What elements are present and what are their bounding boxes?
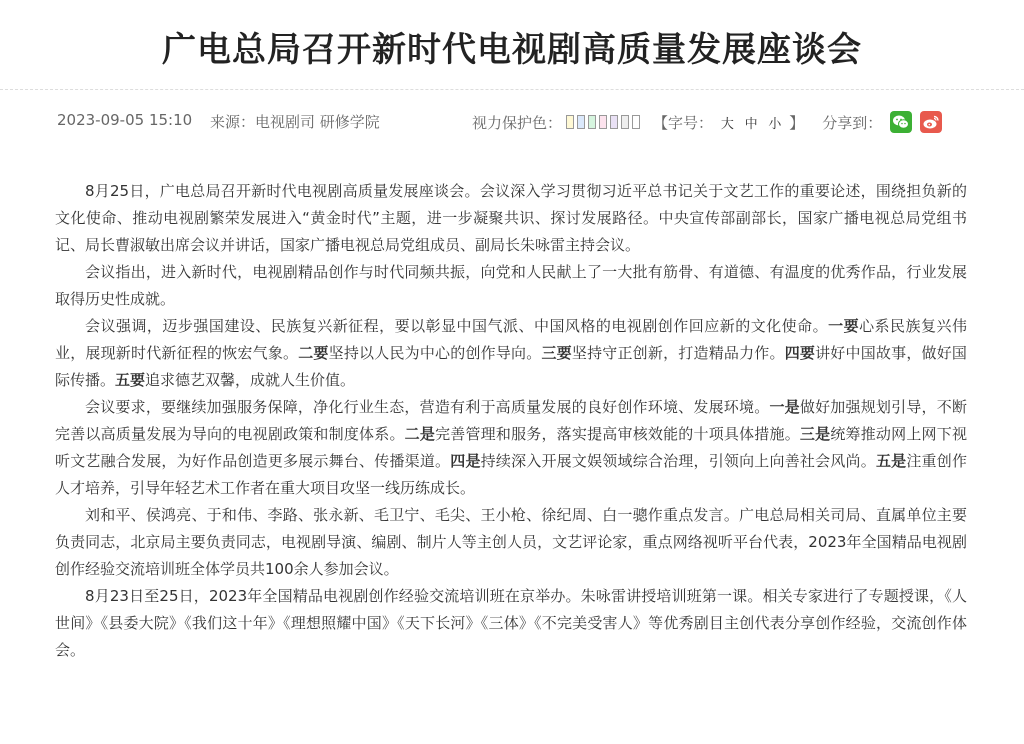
paragraph-text: 会议强调，迈步强国建设、民族复兴新征程，要以彰显中国气派、中国风格的电视剧创作回应新的文化使命。: [85, 317, 829, 335]
paragraph-text: 心系民族复兴伟业，展现新时代新征程的恢宏气象。: [55, 317, 967, 362]
weibo-icon: [922, 114, 940, 130]
paragraph-text: 统筹推动网上网下视听文艺融合发展，为好作品创造更多展示舞台、传播渠道。: [55, 425, 967, 470]
publish-date: 2023-09-05 15:10: [57, 111, 193, 129]
paragraph-text: 持续深入开展文娱领域综合治理，引领向上向善社会风尚。: [480, 452, 876, 470]
paragraph-text: 注重创作人才培养，引导年轻艺术工作者在重大项目攻坚一线历练成长。: [55, 452, 967, 497]
eye-color-swatch[interactable]: [610, 115, 618, 129]
paragraph-text: 完善管理和服务，落实提高审核效能的十项具体措施。: [435, 425, 800, 443]
eye-color-swatch[interactable]: [621, 115, 629, 129]
article-body: [55, 178, 967, 664]
paragraph: [55, 394, 967, 502]
article-source: 来源：电视剧司 研修学院: [210, 113, 380, 131]
font-size-label: 【字号：: [653, 113, 714, 132]
paragraph-text: 讲好中国故事，做好国际传播。: [55, 344, 967, 389]
share-label: 分享到：: [822, 113, 883, 132]
paragraph: 会议指出，进入新时代，电视剧精品创作与时代同频共振，向党和人民献上了一大批有筋骨、有道德、有温度的优秀作品，行业发展取得历史性成就。: [55, 263, 967, 308]
eye-color-swatch[interactable]: [599, 115, 607, 129]
reading-tools: [472, 111, 942, 133]
emphasis-keyword: 三要: [541, 344, 572, 362]
font-size-large-button[interactable]: 大: [720, 116, 734, 132]
article-meta-bar: [0, 104, 1024, 138]
font-size-medium-button[interactable]: 中: [744, 116, 758, 132]
eye-color-swatch[interactable]: [632, 115, 640, 129]
paragraph: 8月23日至25日，2023年全国精品电视剧创作经验交流培训班在京举办。朱咏雷讲授培训班第一课。相关专家进行了专题授课，《人世间》《县委大院》《我们这十年》《理想照耀中国》《天下长河》《三体》《不完美受害人》等优秀剧目主创代表分享创作经验，交流创作体会。: [55, 587, 967, 659]
paragraph-text: 坚持以人民为中心的创作导向。: [328, 344, 542, 362]
share-wechat-button[interactable]: [890, 111, 912, 133]
emphasis-keyword: 二是: [404, 425, 436, 443]
emphasis-keyword: 三是: [799, 425, 831, 443]
paragraph-text: 坚持守正创新，打造精品力作。: [571, 344, 785, 362]
emphasis-keyword: 四要: [784, 344, 816, 362]
emphasis-keyword: 二要: [298, 344, 329, 362]
emphasis-keyword: 一是: [769, 398, 800, 416]
article-title: 广电总局召开新时代电视剧高质量发展座谈会: [162, 30, 862, 70]
font-size-close-bracket: 】: [789, 113, 805, 132]
paragraph-text: 追求德艺双馨，成就人生价值。: [145, 371, 356, 389]
paragraph: 刘和平、侯鸿亮、于和伟、李路、张永新、毛卫宁、毛尖、王小枪、徐纪周、白一骢作重点发言。广电总局相关司局、直属单位主要负责同志，北京局主要负责同志，电视剧导演、编剧、制片人等主创人员，文艺评论家，重点网络视听平台代表，2023年全国精品电视剧创作经验交流培训班全体学员共100余人参加会议。: [55, 506, 967, 578]
eye-protection-label: 视力保护色：: [472, 113, 563, 132]
font-size-small-button[interactable]: 小: [768, 116, 782, 132]
paragraph-text: 做好加强规划引导，不断完善以高质量发展为导向的电视剧政策和制度体系。: [55, 398, 967, 443]
paragraph: 8月25日，广电总局召开新时代电视剧高质量发展座谈会。会议深入学习贯彻习近平总书记关于文艺工作的重要论述，围绕担负新的文化使命、推动电视剧繁荣发展进入“黄金时代”主题，进一步凝聚共识、探讨发展路径。中央宣传部副部长，国家广播电视总局党组书记、局长曹淑敏出席会议并讲话，国家广播电视总局党组成员、副局长朱咏雷主持会议。: [55, 182, 967, 254]
share-weibo-button[interactable]: [920, 111, 942, 133]
eye-color-swatches: [566, 115, 643, 129]
eye-color-swatch[interactable]: [577, 115, 585, 129]
eye-color-swatch[interactable]: [566, 115, 574, 129]
wechat-icon: [892, 114, 910, 130]
emphasis-keyword: 四是: [450, 452, 481, 470]
title-divider: [0, 89, 1024, 90]
eye-color-swatch[interactable]: [588, 115, 596, 129]
paragraph-text: 会议要求，要继续加强服务保障，净化行业生态，营造有利于高质量发展的良好创作环境、发展环境。: [85, 398, 770, 416]
emphasis-keyword: 一要: [828, 317, 860, 335]
emphasis-keyword: 五是: [875, 452, 907, 470]
paragraph: [55, 313, 967, 394]
font-size-control: [653, 112, 804, 133]
emphasis-keyword: 五要: [115, 371, 146, 389]
